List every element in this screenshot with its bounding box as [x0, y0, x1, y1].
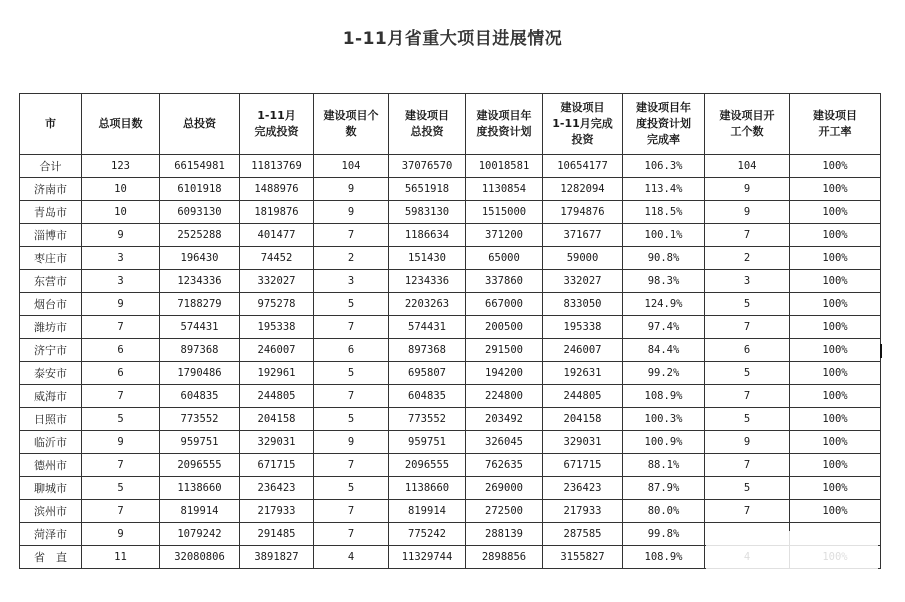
table-cell: 244805	[543, 385, 623, 408]
table-cell: 7	[705, 454, 790, 477]
table-cell: 7	[82, 316, 160, 339]
table-cell: 332027	[240, 270, 314, 293]
table-cell: 4	[314, 546, 389, 569]
column-header-line: 建设项目开	[719, 109, 775, 122]
column-header	[314, 94, 389, 155]
table-cell: 108.9%	[623, 385, 705, 408]
table-cell: 3891827	[240, 546, 314, 569]
column-header	[389, 94, 466, 155]
table-cell: 269000	[466, 477, 543, 500]
table-cell: 7	[705, 316, 790, 339]
table-cell: 100%	[790, 293, 881, 316]
table-header	[20, 94, 881, 155]
column-header-line: 建设项目	[560, 101, 605, 114]
table-cell: 5	[82, 477, 160, 500]
table-cell: 100%	[790, 201, 881, 224]
table-cell: 6101918	[160, 178, 240, 201]
table-cell: 7	[82, 500, 160, 523]
table-row	[20, 316, 881, 339]
column-header-line: 总投资	[183, 117, 216, 130]
table-cell: 224800	[466, 385, 543, 408]
table-cell: 2	[705, 247, 790, 270]
table-cell: 671715	[240, 454, 314, 477]
table-cell: 288139	[466, 523, 543, 546]
table-body	[20, 155, 881, 569]
table-row	[20, 293, 881, 316]
table-cell: 337860	[466, 270, 543, 293]
table-cell: 2	[314, 247, 389, 270]
column-header-line: 度投资计划	[476, 125, 532, 138]
table-cell: 959751	[160, 431, 240, 454]
city-name-cell: 滨州市	[20, 500, 82, 523]
table-cell: 10018581	[466, 155, 543, 178]
column-header-line: 建设项目年	[476, 109, 532, 122]
table-cell: 1282094	[543, 178, 623, 201]
city-name-cell: 聊城市	[20, 477, 82, 500]
table-cell: 84.4%	[623, 339, 705, 362]
column-header	[790, 94, 881, 155]
table-cell: 667000	[466, 293, 543, 316]
column-header-line: 市	[45, 117, 56, 130]
table-cell: 1819876	[240, 201, 314, 224]
table-cell: 604835	[389, 385, 466, 408]
table-cell: 2525288	[160, 224, 240, 247]
column-header-line: 1-11月完成	[552, 117, 613, 130]
table-cell: 5	[705, 408, 790, 431]
table-cell: 100%	[790, 500, 881, 523]
table-cell: 246007	[240, 339, 314, 362]
table-cell: 118.5%	[623, 201, 705, 224]
table-cell: 819914	[389, 500, 466, 523]
table-cell: 100%	[790, 431, 881, 454]
table-row	[20, 362, 881, 385]
table-cell: 775242	[389, 523, 466, 546]
table-cell: 291500	[466, 339, 543, 362]
table-cell: 5	[314, 362, 389, 385]
city-name-cell: 省 直	[20, 546, 82, 569]
table-cell: 6093130	[160, 201, 240, 224]
table-cell: 100.3%	[623, 408, 705, 431]
city-name-cell: 烟台市	[20, 293, 82, 316]
table-cell: 200500	[466, 316, 543, 339]
table-cell: 10	[82, 201, 160, 224]
table-cell: 574431	[389, 316, 466, 339]
page-title: 1-11月省重大项目进展情况	[342, 29, 563, 49]
city-name-cell: 泰安市	[20, 362, 82, 385]
table-cell: 236423	[543, 477, 623, 500]
table-cell: 98.3%	[623, 270, 705, 293]
table-cell: 236423	[240, 477, 314, 500]
table-cell: 819914	[160, 500, 240, 523]
table-cell: 100%	[790, 178, 881, 201]
table-row	[20, 201, 881, 224]
table-cell: 124.9%	[623, 293, 705, 316]
table-cell: 100%	[790, 155, 881, 178]
table-cell: 9	[314, 201, 389, 224]
table-cell: 3	[82, 270, 160, 293]
column-header-line: 投资	[571, 133, 594, 146]
table-cell: 272500	[466, 500, 543, 523]
table-cell: 104	[705, 155, 790, 178]
table-cell: 5	[314, 293, 389, 316]
table-cell: 97.4%	[623, 316, 705, 339]
city-name-cell: 青岛市	[20, 201, 82, 224]
table-cell: 332027	[543, 270, 623, 293]
table-row	[20, 454, 881, 477]
table-cell: 204158	[240, 408, 314, 431]
table-cell: 100.9%	[623, 431, 705, 454]
table-cell: 10654177	[543, 155, 623, 178]
table-cell: 9	[82, 293, 160, 316]
column-header-line: 1-11月	[257, 109, 296, 122]
table-cell: 11329744	[389, 546, 466, 569]
table-cell: 1186634	[389, 224, 466, 247]
table-row	[20, 431, 881, 454]
table-cell: 1130854	[466, 178, 543, 201]
column-header-line: 开工率	[818, 125, 852, 138]
table-cell: 7	[82, 385, 160, 408]
column-header	[20, 94, 82, 155]
column-header	[705, 94, 790, 155]
table-cell: 371200	[466, 224, 543, 247]
table-row	[20, 339, 881, 362]
table-cell: 59000	[543, 247, 623, 270]
table-cell: 9	[82, 224, 160, 247]
table-row	[20, 477, 881, 500]
table-cell: 99.2%	[623, 362, 705, 385]
table-cell: 9	[314, 178, 389, 201]
column-header-line: 工个数	[730, 125, 764, 138]
table-row	[20, 408, 881, 431]
city-name-cell: 威海市	[20, 385, 82, 408]
table-cell: 6	[705, 339, 790, 362]
table-cell: 7188279	[160, 293, 240, 316]
table-cell: 604835	[160, 385, 240, 408]
table-cell: 100.1%	[623, 224, 705, 247]
table-cell: 217933	[543, 500, 623, 523]
table-cell: 1790486	[160, 362, 240, 385]
table-cell: 100%	[790, 408, 881, 431]
table-cell: 5	[705, 477, 790, 500]
table-cell: 5	[705, 293, 790, 316]
table-cell: 975278	[240, 293, 314, 316]
table-cell: 6	[314, 339, 389, 362]
column-header	[240, 94, 314, 155]
city-name-cell: 济南市	[20, 178, 82, 201]
column-header-line: 总投资	[410, 125, 444, 138]
table-cell: 9	[705, 201, 790, 224]
column-header-line: 建设项目年	[636, 101, 691, 114]
table-cell: 100%	[790, 224, 881, 247]
table-cell: 99.8%	[623, 523, 705, 546]
table-cell: 1234336	[160, 270, 240, 293]
table-cell: 100%	[790, 454, 881, 477]
table-cell: 5	[314, 408, 389, 431]
column-header-line: 完成投资	[254, 125, 299, 138]
table-cell: 1488976	[240, 178, 314, 201]
table-cell: 5	[314, 477, 389, 500]
table-cell: 9	[705, 431, 790, 454]
table-row	[20, 224, 881, 247]
table-cell: 1138660	[389, 477, 466, 500]
table-cell: 100%	[790, 339, 881, 362]
table-cell: 123	[82, 155, 160, 178]
table-cell: 7	[314, 316, 389, 339]
table-cell: 196430	[160, 247, 240, 270]
column-header	[82, 94, 160, 155]
table-cell: 195338	[240, 316, 314, 339]
table-cell: 7	[314, 385, 389, 408]
city-name-cell: 潍坊市	[20, 316, 82, 339]
table-cell: 66154981	[160, 155, 240, 178]
table-cell: 371677	[543, 224, 623, 247]
table-cell: 329031	[240, 431, 314, 454]
table-cell: 108.9%	[623, 546, 705, 569]
table-cell: 1234336	[389, 270, 466, 293]
table-row	[20, 500, 881, 523]
table-cell: 833050	[543, 293, 623, 316]
column-header-line: 建设项目个	[323, 109, 379, 122]
column-header-line: 建设项目	[813, 109, 857, 122]
city-name-cell: 合计	[20, 155, 82, 178]
table-cell: 5	[705, 362, 790, 385]
table-cell: 90.8%	[623, 247, 705, 270]
table-cell: 897368	[160, 339, 240, 362]
city-name-cell: 淄博市	[20, 224, 82, 247]
table-cell: 897368	[389, 339, 466, 362]
column-header-line: 度投资计划	[636, 117, 691, 130]
table-cell: 959751	[389, 431, 466, 454]
table-cell: 7	[705, 500, 790, 523]
table-cell: 204158	[543, 408, 623, 431]
table-cell: 80.0%	[623, 500, 705, 523]
table-cell: 3	[705, 270, 790, 293]
table-cell: 3	[82, 247, 160, 270]
table-cell: 9	[82, 523, 160, 546]
table-cell: 7	[314, 454, 389, 477]
table-cell: 2096555	[389, 454, 466, 477]
city-name-cell: 菏泽市	[20, 523, 82, 546]
table-cell: 5651918	[389, 178, 466, 201]
table-cell: 2096555	[160, 454, 240, 477]
table-row	[20, 270, 881, 293]
table-cell: 194200	[466, 362, 543, 385]
city-name-cell: 临沂市	[20, 431, 82, 454]
table-cell: 37076570	[389, 155, 466, 178]
table-cell: 3	[314, 270, 389, 293]
table-cell: 7	[705, 224, 790, 247]
table-cell: 287585	[543, 523, 623, 546]
table-cell: 100%	[790, 362, 881, 385]
table-cell: 401477	[240, 224, 314, 247]
table-cell: 203492	[466, 408, 543, 431]
table-cell: 773552	[160, 408, 240, 431]
table-cell: 6	[82, 339, 160, 362]
table-cell: 100%	[790, 247, 881, 270]
table-cell: 5	[82, 408, 160, 431]
table-cell: 246007	[543, 339, 623, 362]
table-cell: 574431	[160, 316, 240, 339]
table-cell: 106.3%	[623, 155, 705, 178]
table-cell: 7	[314, 523, 389, 546]
table-cell: 7	[314, 500, 389, 523]
table-cell: 113.4%	[623, 178, 705, 201]
column-header	[623, 94, 705, 155]
table-cell: 291485	[240, 523, 314, 546]
city-name-cell: 济宁市	[20, 339, 82, 362]
table-cell: 2203263	[389, 293, 466, 316]
total-row	[20, 155, 881, 178]
table-cell: 65000	[466, 247, 543, 270]
table-row	[20, 247, 881, 270]
table-cell: 100%	[790, 316, 881, 339]
column-header	[160, 94, 240, 155]
column-header-line: 建设项目	[405, 109, 449, 122]
table-cell: 195338	[543, 316, 623, 339]
table-cell: 2898856	[466, 546, 543, 569]
table-cell: 88.1%	[623, 454, 705, 477]
table-cell: 7	[705, 385, 790, 408]
table-cell: 6	[82, 362, 160, 385]
table-row	[20, 178, 881, 201]
table-cell: 87.9%	[623, 477, 705, 500]
column-header-line: 完成率	[647, 133, 680, 146]
table-cell: 5983130	[389, 201, 466, 224]
table-cell: 151430	[389, 247, 466, 270]
table-cell: 1138660	[160, 477, 240, 500]
table-cell: 74452	[240, 247, 314, 270]
table-cell: 7	[314, 224, 389, 247]
table-cell: 100%	[790, 385, 881, 408]
table-cell: 10	[82, 178, 160, 201]
watermark	[706, 531, 878, 571]
edge-mark	[880, 344, 882, 358]
table-cell: 104	[314, 155, 389, 178]
table-cell: 192961	[240, 362, 314, 385]
header-row	[20, 94, 881, 155]
table-cell: 217933	[240, 500, 314, 523]
table-cell: 671715	[543, 454, 623, 477]
table-cell: 773552	[389, 408, 466, 431]
table-cell: 762635	[466, 454, 543, 477]
table-cell: 11	[82, 546, 160, 569]
table-cell: 326045	[466, 431, 543, 454]
column-header	[543, 94, 623, 155]
column-header-line: 总项目数	[98, 117, 143, 130]
table-row	[20, 385, 881, 408]
city-name-cell: 日照市	[20, 408, 82, 431]
column-header-line: 数	[345, 125, 357, 138]
table-cell: 244805	[240, 385, 314, 408]
table-cell: 7	[82, 454, 160, 477]
table-cell: 695807	[389, 362, 466, 385]
table-cell: 32080806	[160, 546, 240, 569]
project-progress-table	[19, 93, 881, 569]
table-cell: 1079242	[160, 523, 240, 546]
city-name-cell: 枣庄市	[20, 247, 82, 270]
table-cell: 11813769	[240, 155, 314, 178]
column-header	[466, 94, 543, 155]
table-cell: 100%	[790, 477, 881, 500]
table-cell: 9	[705, 178, 790, 201]
table-cell: 3155827	[543, 546, 623, 569]
table-cell: 100%	[790, 270, 881, 293]
table-cell: 192631	[543, 362, 623, 385]
table-cell: 329031	[543, 431, 623, 454]
table-cell: 1515000	[466, 201, 543, 224]
table-cell: 9	[82, 431, 160, 454]
city-name-cell: 东营市	[20, 270, 82, 293]
table-cell: 9	[314, 431, 389, 454]
city-name-cell: 德州市	[20, 454, 82, 477]
table-cell: 1794876	[543, 201, 623, 224]
